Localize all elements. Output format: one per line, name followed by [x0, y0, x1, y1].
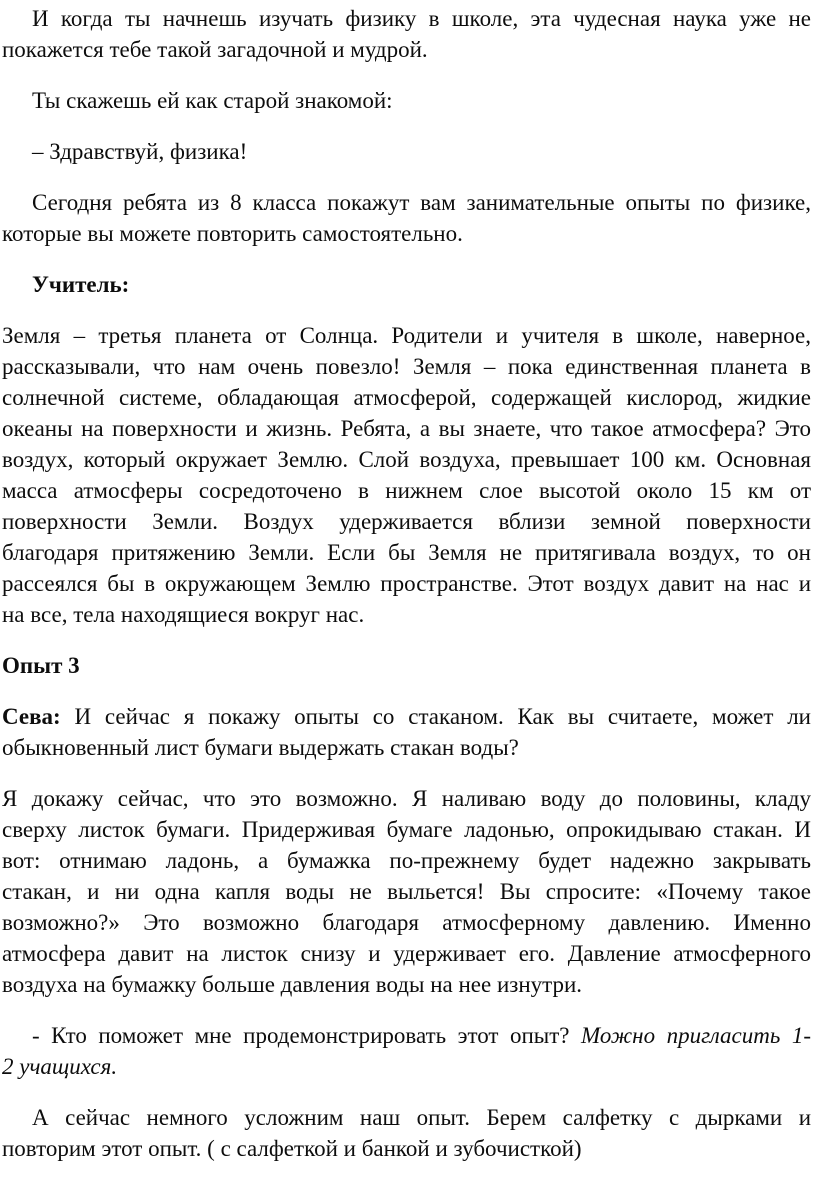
- speaker-label: Учитель:: [32, 272, 130, 297]
- text-line: [2, 1051, 811, 1082]
- text-line: [2, 568, 811, 599]
- text-segment: - Кто поможет мне продемонстрировать этот опыт?: [32, 1023, 582, 1048]
- text-line: [2, 269, 811, 300]
- text-segment: рассказывали, что нам очень повезло! Земля – пока единственная планета в: [2, 354, 811, 379]
- text-line: [2, 537, 811, 568]
- text-segment: рассеялся бы в окружающем Землю пространстве. Этот воздух давит на нас и: [2, 571, 811, 596]
- text-line: [2, 1020, 811, 1051]
- section-heading: Опыт 3: [2, 653, 80, 678]
- paragraph-teacher-label: [2, 269, 811, 300]
- paragraph-who-will-help: [2, 1020, 811, 1082]
- text-line: [2, 34, 811, 65]
- text-line: [2, 701, 811, 732]
- text-line: [2, 382, 811, 413]
- speaker-label: Сева:: [2, 704, 61, 729]
- text-line: [2, 187, 811, 218]
- text-segment: на все, тела находящиеся вокруг нас.: [2, 602, 365, 627]
- text-segment: покажется тебе такой загадочной и мудрой.: [2, 37, 428, 62]
- text-line: [2, 907, 811, 938]
- text-line: [2, 599, 811, 630]
- text-line: [2, 938, 811, 969]
- text-segment: И сейчас я покажу опыты со стаканом. Как вы считаете, может ли: [60, 704, 811, 729]
- text-segment: – Здравствуй, физика!: [32, 139, 248, 164]
- stage-direction: Можно пригласить 1-: [581, 1023, 812, 1048]
- text-segment: поверхности Земли. Воздух удерживается вблизи земной поверхности: [2, 509, 811, 534]
- paragraph-intro-physics: [2, 3, 811, 65]
- text-line: [2, 1102, 811, 1133]
- paragraph-greeting-physics: [2, 136, 811, 167]
- paragraph-you-will-say: [2, 85, 811, 116]
- text-line: [2, 351, 811, 382]
- text-line: [2, 814, 811, 845]
- text-segment: И когда ты начнешь изучать физику в школе, эта чудесная наука уже не: [32, 6, 811, 31]
- text-line: [2, 85, 811, 116]
- text-line: [2, 475, 811, 506]
- text-line: [2, 218, 811, 249]
- text-line: [2, 1133, 811, 1164]
- text-segment: благодаря притяжению Земли. Если бы Земля не притягивала воздух, то он: [2, 540, 811, 565]
- text-segment: океаны на поверхности и жизнь. Ребята, а вы знаете, что такое атмосфера? Это: [2, 416, 811, 441]
- text-line: [2, 136, 811, 167]
- text-segment: масса атмосферы сосредоточено в нижнем слое высотой около 15 км от: [2, 478, 811, 503]
- text-segment: воздуха на бумажку больше давления воды на нее изнутри.: [2, 972, 583, 997]
- paragraph-teacher-speech-earth: [2, 320, 811, 630]
- paragraph-seva-speech-intro: [2, 701, 811, 763]
- text-segment: повторим этот опыт. ( с салфеткой и банкой и зубочисткой): [2, 1136, 582, 1161]
- text-segment: Ты скажешь ей как старой знакомой:: [32, 88, 393, 113]
- stage-direction: 2 учащихся.: [2, 1054, 118, 1079]
- text-segment: воздух, который окружает Землю. Слой воздуха, превышает 100 км. Основная: [2, 447, 811, 472]
- text-segment: А сейчас немного усложним наш опыт. Берем салфетку с дырками и: [32, 1105, 811, 1130]
- text-segment: обыкновенный лист бумаги выдержать стакан воды?: [2, 735, 519, 760]
- text-segment: атмосфера давит на листок снизу и удерживает его. Давление атмосферного: [2, 941, 811, 966]
- text-line: [2, 783, 811, 814]
- text-line: [2, 969, 811, 1000]
- text-line: [2, 3, 811, 34]
- paragraph-seva-speech-proof: [2, 783, 811, 1000]
- text-segment: Сегодня ребята из 8 класса покажут вам занимательные опыты по физике,: [32, 190, 811, 215]
- text-segment: Земля – третья планета от Солнца. Родители и учителя в школе, наверное,: [2, 323, 811, 348]
- text-line: [2, 506, 811, 537]
- text-segment: которые вы можете повторить самостоятельно.: [2, 221, 463, 246]
- text-line: [2, 650, 811, 681]
- text-line: [2, 413, 811, 444]
- text-line: [2, 320, 811, 351]
- paragraph-experiment-3-heading: [2, 650, 811, 681]
- text-segment: солнечной системе, обладающая атмосферой, содержащей кислород, жидкие: [2, 385, 811, 410]
- paragraph-today-experiments: [2, 187, 811, 249]
- paragraph-napkin-experiment: [2, 1102, 811, 1164]
- text-segment: сверху листок бумаги. Придерживая бумаге ладонью, опрокидываю стакан. И: [2, 817, 811, 842]
- text-segment: Я докажу сейчас, что это возможно. Я наливаю воду до половины, кладу: [2, 786, 811, 811]
- text-line: [2, 845, 811, 876]
- text-segment: вот: отнимаю ладонь, а бумажка по-прежнему будет надежно закрывать: [2, 848, 811, 873]
- text-segment: стакан, и ни одна капля воды не выльется! Вы спросите: «Почему такое: [2, 879, 811, 904]
- text-segment: возможно?» Это возможно благодаря атмосферному давлению. Именно: [2, 910, 811, 935]
- text-line: [2, 876, 811, 907]
- text-line: [2, 732, 811, 763]
- text-line: [2, 444, 811, 475]
